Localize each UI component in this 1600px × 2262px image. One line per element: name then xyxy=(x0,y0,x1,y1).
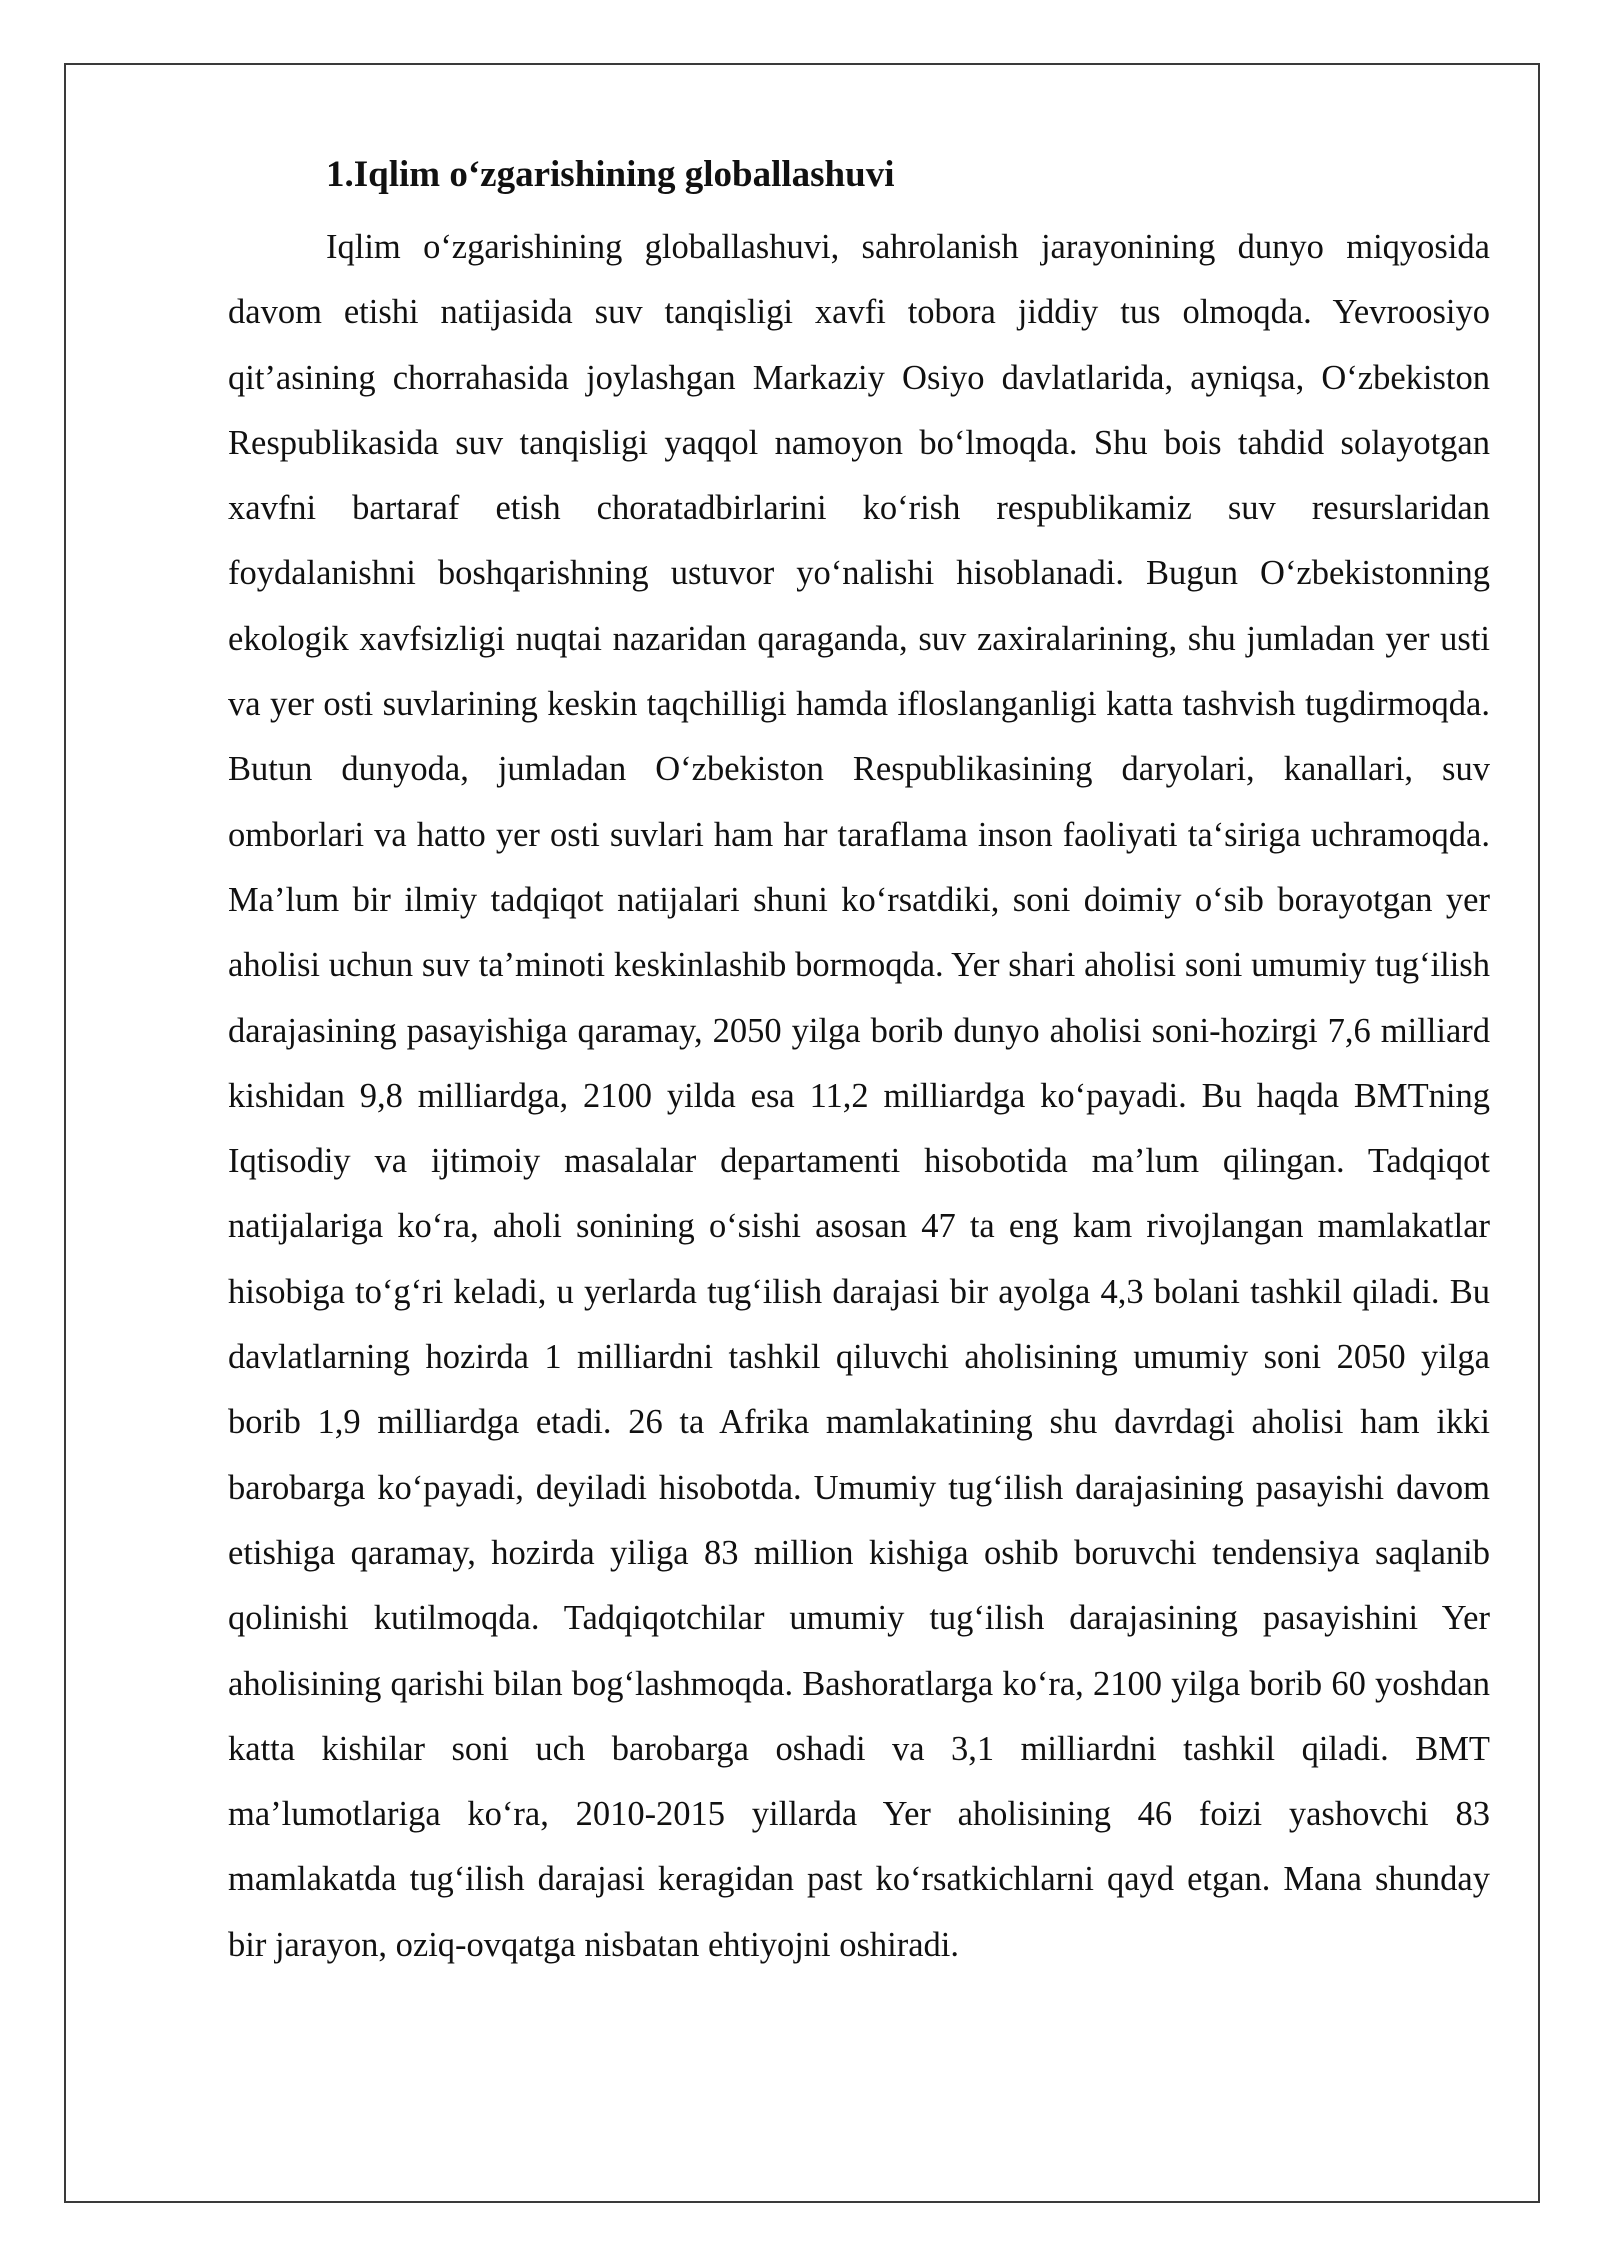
body-paragraph: Iqlim o‘zgarishining globallashuvi, sahrolanish jarayonining dunyo miqyosida davom etishi natijasida suv tanqisligi xavfi tobora jiddiy tus olmoqda. Yevroosiyo qit’asining chorrahasida joylashgan Markaziy Osiyo davlatlarida, ayniqsa, O‘zbekiston Respublikasida suv tanqisligi yaqqol namoyon bo‘lmoqda. Shu bois tahdid solayotgan xavfni bartaraf etish choratadbirlarini ko‘rish respublikamiz suv resurslaridan foydalanishni boshqarishning ustuvor yo‘nalishi hisoblanadi. Bugun O‘zbekistonning ekologik xavfsizligi nuqtai nazaridan qaraganda, suv zaxiralarining, shu jumladan yer usti va yer osti suvlarining keskin taqchilligi hamda ifloslanganligi katta tashvish tugdirmoqda. Butun dunyoda, jumladan O‘zbekiston Respublikasining daryolari, kanallari, suv omborlari va hatto yer osti suvlari ham har taraflama inson faoliyati ta‘siriga uchramoqda. Ma’lum bir ilmiy tadqiqot natijalari shuni ko‘rsatdiki, soni doimiy o‘sib borayotgan yer aholisi uchun suv ta’minoti keskinlashib bormoqda. Yer shari aholisi soni umumiy tug‘ilish darajasining pasayishiga qaramay, 2050 yilga borib dunyo aholisi soni-hozirgi 7,6 milliard kishidan 9,8 milliardga, 2100 yilda esa 11,2 milliardga ko‘payadi. Bu haqda BMTning Iqtisodiy va ijtimoiy masalalar departamenti hisobotida ma’lum qilingan. Tadqiqot natijalariga ko‘ra, aholi sonining o‘sishi asosan 47 ta eng kam rivojlangan mamlakatlar hisobiga to‘g‘ri keladi, u yerlarda tug‘ilish darajasi bir ayolga 4,3 bolani tashkil qiladi. Bu davlatlarning hozirda 1 milliardni tashkil qiluvchi aholisining umumiy soni 2050 yilga borib 1,9 milliardga etadi. 26 ta Afrika mamlakatining shu davrdagi aholisi ham ikki barobarga ko‘payadi, deyiladi hisobotda. Umumiy tug‘ilish darajasining pasayishi davom etishiga qaramay, hozirda yiliga 83 million kishiga oshib boruvchi tendensiya saqlanib qolinishi kutilmoqda. Tadqiqotchilar umumiy tug‘ilish darajasining pasayishini Yer aholisining qarishi bilan bog‘lashmoqda. Bashoratlarga ko‘ra, 2100 yilga borib 60 yoshdan katta kishilar soni uch barobarga oshadi va 3,1 milliardni tashkil qiladi. BMT ma’lumotlariga ko‘ra, 2010-2015 yillarda Yer aholisining 46 foizi yashovchi 83 mamlakatda tug‘ilish darajasi keragidan past ko‘rsatkichlarni qayd etgan. Mana shunday bir jarayon, oziq-ovqatga nisbatan ehtiyojni oshiradi. xyxy=(228,228,1490,1964)
section-heading: 1.Iqlim o‘zgarishining globallashuvi xyxy=(326,154,895,195)
document-content xyxy=(228,150,1490,1978)
